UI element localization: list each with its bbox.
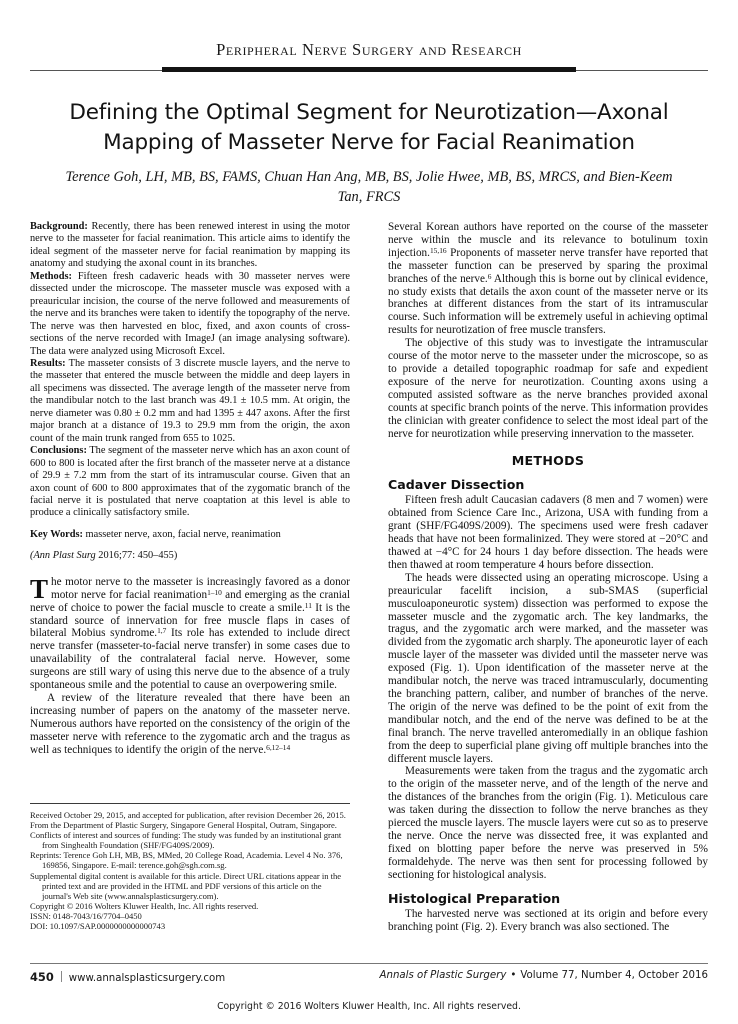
page-footer bbox=[30, 970, 708, 986]
abstract-results-label: Results: bbox=[30, 357, 66, 369]
reference-marker-1: 1–10 bbox=[207, 587, 222, 597]
volume-issue-info: Volume 77, Number 4, October 2016 bbox=[520, 970, 708, 981]
footnote-block bbox=[30, 810, 350, 931]
reference-marker-5: 15,16 bbox=[429, 245, 447, 255]
abstract-citation bbox=[30, 550, 350, 562]
cadaver-paragraph-2: The heads were dissected using an operating microscope. Using a preauricular facelift incision, a sub-SMAS (superficial musculoaponeurotic system) dissection was performed to expose the masseter muscle and the zygomatic arch. The key landmarks, the tragus, and the zygomatic arch were marked, and the masseter was divided from the zygomatic arch sharply. The aponeurotic layer of each muscle layer of the masseter was divided until the masseter nerve was exposed (Fig. 1). Upon identification of the masseter nerve at the mandibular notch, the nerve was traced intramuscularly, documenting the branching pattern, caliber, and number of branches of the nerve. The origin of the nerve was defined to be the point of exit from the mandibular notch, and the end of the nerve was defined to be at the final branch. The nerve travelled anteromedially in an oblique fashion from the deep to superficial plane giving off multiple branches into the different muscle layers. bbox=[388, 571, 708, 765]
footnote-copyright: Copyright © 2016 Wolters Kluwer Health, Inc. All rights reserved. bbox=[30, 900, 259, 911]
intro-p1-a: he motor nerve to the masseter is increasingly favored as a donor motor nerve for facial reanimation bbox=[51, 575, 350, 601]
footnote-affiliation: From the Department of Plastic Surgery, Singapore General Hospital, Outram, Singapore. bbox=[30, 820, 337, 831]
intro-p3-b: Proponents of masseter nerve transfer have reported that the masseter function can be preserved by sparing the proximal branches of the nerve. bbox=[388, 246, 708, 285]
abstract-conclusions-text: The segment of the masseter nerve which has an axon count of 600 to 800 is located after the first branch of the masseter nerve at a distance of 29.9 ± 7.2 mm from the start of its intramuscular course. Given that an axon count of 600 to 800 approximates that of the zygomatic branch of the facial nerve it is postulated that nerve coaptation at this level is able to produce a clinically satisfactory smile. bbox=[30, 445, 350, 519]
reference-marker-3: 1,7 bbox=[157, 626, 167, 636]
intro-p3-c: Although this is borne out by clinical evidence, no study exists that details the axon count of the masseter nerve or its branches at different distances from the start of its intramuscular course. Such information will be extremely useful in achieving optimal results for neurotization of free muscle transfers. bbox=[388, 272, 708, 337]
running-head-text: Peripheral Nerve Surgery and Research bbox=[216, 40, 522, 59]
abstract-conclusions-label: Conclusions: bbox=[30, 445, 87, 457]
journal-website[interactable]: www.annalsplasticsurgery.com bbox=[68, 973, 226, 984]
right-body-text bbox=[388, 221, 708, 933]
abstract-results bbox=[30, 358, 350, 445]
abstract-methods-text: Fifteen fresh cadaveric heads with 30 masseter nerves were dissected under the microscope. The masseter muscle was exposed with a preauricular incision, the course of the nerve followed and measurements of the nerve and its branches were taken to identify the topography of the nerve. The nerve was then harvested en bloc, fixed, and axon counts of cross-sections of the nerve recorded with ImageJ (an image analysing software). The data were analyzed using Microsoft Excel. bbox=[30, 270, 350, 357]
histology-paragraph-1: The harvested nerve was sectioned at its origin and before every branching point (Fig. 2). Every branch was also sectioned. The bbox=[388, 907, 708, 933]
abstract-background-text: Recently, there has been renewed interest in using the motor nerve to the masseter for facial reanimation. This article aims to identify the ideal segment of the masseter nerve for facial reanimation by mapping its anatomy and studying the axonal count in its branches. bbox=[30, 221, 350, 270]
cadaver-paragraph-3: Measurements were taken from the tragus and the zygomatic arch to the origin of the masseter nerve, and of the length of the nerve and the distances of the branches from the origin (Fig. 1). Meticulous care was taken during the dissection to follow the nerve branches as they pierced the muscle layers. The muscle layers were cut so as to preserve the nerve. Once the nerve was dissected free, it was explanted and fixed on blotting paper before the nerve was preserved in 5% formaldehyde. The nerve was then sent for processing followed by sectioning for histological analysis. bbox=[388, 765, 708, 881]
footnote-conflicts: Conflicts of interest and sources of funding: The study was funded by an institutional grant from Singhealth Foundation (SHF/FG409S/2009). bbox=[30, 830, 342, 851]
footnote-separator-rule bbox=[30, 803, 350, 804]
footnote-doi: DOI: 10.1097/SAP.0000000000000743 bbox=[30, 921, 166, 932]
drop-cap: T bbox=[30, 573, 49, 604]
footnote-issn: ISSN: 0148-7043/16/7704–0450 bbox=[30, 910, 142, 921]
reference-marker-4: 6,12–14 bbox=[266, 742, 291, 752]
intro-p1-c: It is the standard source of innervation for free muscle flaps in cases of bilateral Mobius syndrome. bbox=[30, 601, 351, 640]
heading-histological-preparation: Histological Preparation bbox=[388, 890, 561, 906]
intro-paragraph-1 bbox=[30, 573, 351, 692]
abstract-background-label: Background: bbox=[30, 221, 88, 232]
abstract-methods bbox=[30, 271, 350, 358]
footnote-received: Received October 29, 2015, and accepted for publication, after revision December 26, 2015. bbox=[30, 810, 346, 820]
copyright-notice: Copyright © 2016 Wolters Kluwer Health, Inc. All rights reserved. bbox=[217, 1001, 521, 1012]
intro-paragraph-2 bbox=[30, 692, 350, 757]
keywords-text: masseter nerve, axon, facial nerve, reanimation bbox=[82, 528, 281, 540]
footnote-supplemental: Supplemental digital content is available for this article. Direct URL citations appear in the printed text and are provided in the HTML and PDF versions of this article on the journal's Web site (www.annalsplasticsurgery.com). bbox=[30, 870, 342, 901]
reference-marker-6: 6 bbox=[487, 271, 492, 281]
running-head-rule-accent bbox=[162, 67, 576, 72]
running-head bbox=[30, 40, 708, 60]
footnote-reprints: Reprints: Terence Goh LH, MB, BS, MMed, 20 College Road, Academia. Level 4 No. 376, 169856, Singapore. E-mail: terence.goh@sgh.com.sg. bbox=[30, 850, 343, 871]
journal-name: Annals of Plastic Surgery bbox=[379, 970, 507, 981]
footer-divider bbox=[61, 971, 62, 982]
left-body-text bbox=[30, 573, 351, 757]
heading-methods: METHODS bbox=[511, 453, 585, 469]
intro-paragraph-3 bbox=[388, 221, 708, 337]
keywords-label: Key Words: bbox=[30, 528, 83, 540]
footer-rule bbox=[30, 963, 708, 964]
intro-p1-d: Its role has extended to include direct nerve transfer (masseter-to-facial nerve transfer) in some cases due to unavailability of the contralateral facial nerve. However, some surgeons are still wary of using this nerve due to the absence of a truly spontaneous smile and the potential to cause an overpowering smile. bbox=[30, 627, 350, 692]
right-column bbox=[388, 221, 708, 933]
abstract-keywords bbox=[30, 529, 350, 541]
abstract-background bbox=[30, 221, 350, 271]
cadaver-paragraph-1: Fifteen fresh adult Caucasian cadavers (8 men and 7 women) were obtained from Science Care Inc., Arizona, USA with funding from a grant (SHF/FG409S/2009). The specimens used were fresh cadaver heads that have not been formalinized. They were stored at −20°C and thawed at −4°C for 24 hours 1 day before dissection. The heads were then thawed at room temperature 4 hours before dissection. bbox=[388, 494, 708, 571]
citation-details: 2016;77: 450–455) bbox=[95, 550, 178, 562]
footer-bullet: • bbox=[510, 970, 517, 981]
left-column bbox=[30, 221, 350, 756]
footer-left bbox=[30, 970, 225, 984]
citation-journal: (Ann Plast Surg bbox=[30, 550, 96, 562]
abstract bbox=[30, 221, 350, 563]
page-number: 450 bbox=[30, 970, 54, 984]
intro-p2-a: A review of the literature revealed that there have been an increasing number of papers on the anatomy of the masseter nerve. Numerous authors have reported on the consistency of the origin of the masseter nerve with reference to the zygomatic arch and the tragus as well as techniques to identify the origin of the nerve. bbox=[30, 691, 350, 756]
intro-paragraph-4: The objective of this study was to investigate the intramuscular course of the motor nerve to the masseter under the microscope, so as to provide a detailed topographic roadmap for safe and expedient exposure of the nerve for neurotization. Counting axons using a computed assisted software as the nerve branches provided axonal counts at specific branch points of the nerve. This information provides the clinician with greater confidence to select the most ideal part of the nerve for neurotization while preserving innervation to the masseter. bbox=[388, 337, 708, 440]
footer-right bbox=[380, 970, 708, 981]
abstract-results-text: The masseter consists of 3 discrete muscle layers, and the nerve to the masseter that entered the muscle between the middle and deep layers in all specimens was dissected. The average length of the masseter nerve from the mandibular notch to the last branch was 49.1 ± 10.5 mm. At origin, the nerve diameter was 0.80 ± 0.2 mm and had 1395 ± 447 axons. After the first major branch at a distance of 19.3 to 29.9 mm from the origin, the axon count of the main trunk ranged from 655 to 1025. bbox=[30, 357, 350, 444]
article-title: Defining the Optimal Segment for Neurotization—Axonal Mapping of Masseter Nerve for Facial Reanimation bbox=[69, 100, 669, 155]
intro-p3-a: Several Korean authors have reported on the course of the masseter nerve within the muscle and its relevance to botulinum toxin injection. bbox=[388, 221, 708, 259]
intro-p1-b: and emerging as the cranial nerve of choice to power the facial muscle to create a smile. bbox=[30, 588, 350, 614]
abstract-methods-label: Methods: bbox=[30, 270, 72, 282]
abstract-conclusions bbox=[30, 445, 350, 520]
reference-marker-2: 11 bbox=[304, 600, 312, 610]
heading-cadaver-dissection: Cadaver Dissection bbox=[388, 477, 525, 493]
author-list: Terence Goh, LH, MB, BS, FAMS, Chuan Han Ang, MB, BS, Jolie Hwee, MB, BS, MRCS, and Bien-Keem Tan, FRCS bbox=[65, 169, 673, 205]
